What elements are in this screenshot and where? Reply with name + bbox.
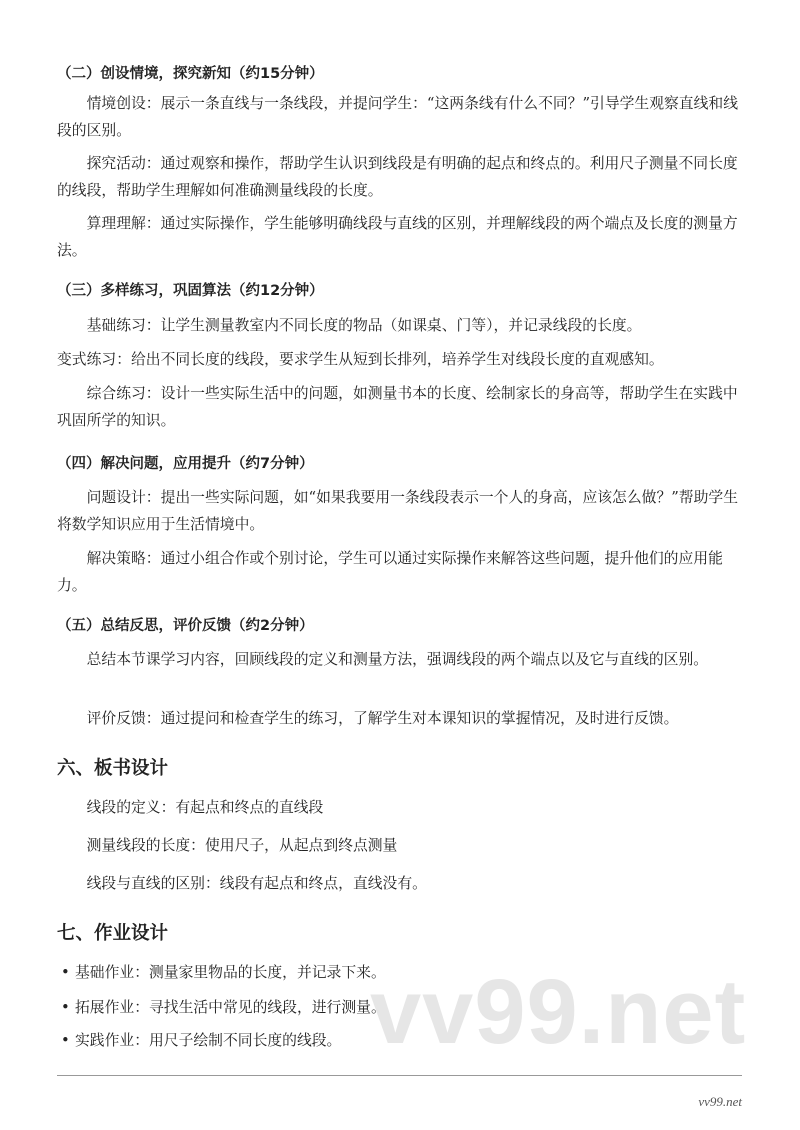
section-2-heading: （二）创设情境，探究新知（约15分钟）: [57, 66, 324, 82]
section-5-heading: （五）总结反思，评价反馈（约2分钟）: [57, 618, 314, 634]
homework-item: • 基础作业：测量家里物品的长度，并记录下来。: [75, 959, 386, 986]
homework-item: • 实践作业：用尺子绘制不同长度的线段。: [75, 1027, 341, 1054]
paragraph: 解决策略：通过小组合作或个别讨论，学生可以通过实际操作来解答这些问题，提升他们的应用能力。: [57, 550, 723, 594]
board-design-heading: 六、板书设计: [57, 758, 169, 779]
paragraph: 评价反馈：通过提问和检查学生的练习，了解学生对本课知识的掌握情况，及时进行反馈。: [86, 710, 679, 727]
section-4-heading: （四）解决问题，应用提升（约7分钟）: [57, 456, 314, 472]
homework-heading: 七、作业设计: [57, 923, 169, 944]
footer-divider: [57, 1075, 742, 1076]
board-item: 测量线段的长度：使用尺子，从起点到终点测量: [86, 837, 398, 854]
board-item: 线段的定义：有起点和终点的直线段: [86, 799, 324, 816]
paragraph: 变式练习：给出不同长度的线段，要求学生从短到长排列，培养学生对线段长度的直观感知。: [57, 351, 664, 368]
paragraph: 综合练习：设计一些实际生活中的问题，如测量书本的长度、绘制家长的身高等，帮助学生在实践中巩固所学的知识。: [57, 385, 738, 429]
footer-site: vv99.net: [698, 1094, 742, 1109]
paragraph: 总结本节课学习内容，回顾线段的定义和测量方法，强调线段的两个端点以及它与直线的区别。: [86, 651, 709, 668]
paragraph: 探究活动：通过观察和操作，帮助学生认识到线段是有明确的起点和终点的。利用尺子测量不同长度的线段，帮助学生理解如何准确测量线段的长度。: [57, 155, 738, 199]
board-item: 线段与直线的区别：线段有起点和终点，直线没有。: [86, 875, 427, 892]
section-3-heading: （三）多样练习，巩固算法（约12分钟）: [57, 283, 324, 299]
homework-item: • 拓展作业：寻找生活中常见的线段，进行测量。: [75, 994, 386, 1021]
paragraph: 问题设计：提出一些实际问题，如“如果我要用一条线段表示一个人的身高，应该怎么做？”帮助学生将数学知识应用于生活情境中。: [57, 489, 738, 533]
paragraph: 情境创设：展示一条直线与一条线段，并提问学生：“这两条线有什么不同？”引导学生观察直线和线段的区别。: [57, 95, 738, 139]
paragraph: 基础练习：让学生测量教室内不同长度的物品（如课桌、门等），并记录线段的长度。: [86, 317, 642, 334]
watermark: vv99.net: [370, 961, 747, 1063]
paragraph: 算理理解：通过实际操作，学生能够明确线段与直线的区别，并理解线段的两个端点及长度的测量方法。: [57, 215, 738, 259]
